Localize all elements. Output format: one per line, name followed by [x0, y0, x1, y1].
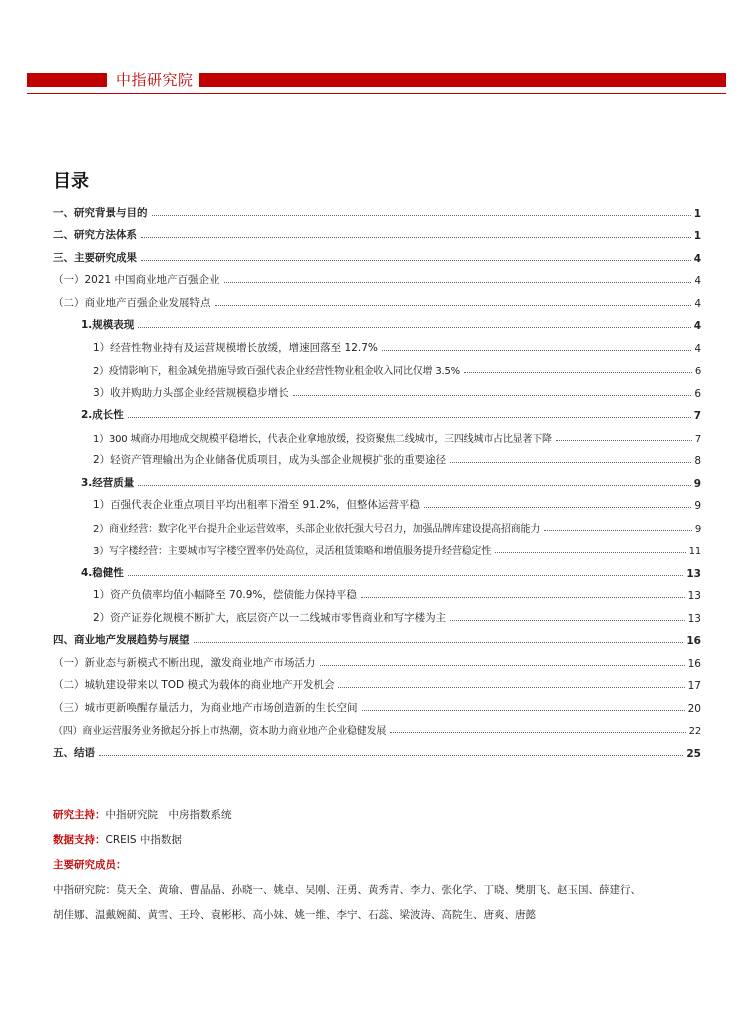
table-of-contents	[53, 197, 701, 760]
toc-entry[interactable]: 二、研究方法体系 1	[53, 229, 701, 242]
header-brand: 中指研究院	[116, 71, 194, 89]
toc-entry[interactable]: 3）收并购助力头部企业经营规模稳步增长 6	[93, 386, 701, 400]
toc-entry[interactable]: 2）商业经营：数字化平台提升企业运营效率，头部企业依托强大号召力，加强品牌库建设提高招商能力 9	[93, 523, 701, 535]
toc-entry[interactable]: 3.经营质量 9	[81, 476, 701, 490]
toc-entry[interactable]: 1）资产负债率均值小幅降至 70.9%，偿债能力保持平稳 13	[93, 589, 701, 602]
credits-members-label: 主要研究成员：	[53, 859, 127, 871]
toc-entry[interactable]: 四、商业地产发展趋势与展望 16	[53, 634, 701, 647]
credits-members	[53, 856, 713, 881]
toc-title: 目录	[53, 171, 89, 192]
toc-entry[interactable]: （一）2021 中国商业地产百强企业 4	[53, 274, 701, 287]
toc-entry[interactable]: 2）疫情影响下，租金减免措施导致百强代表企业经营性物业租金收入同比仅增 3.5% 6	[93, 366, 701, 377]
toc-entry[interactable]: 一、研究背景与目的 1	[53, 206, 701, 220]
toc-entry[interactable]: 1）百强代表企业重点项目平均出租率下滑至 91.2%，但整体运营平稳 9	[93, 499, 701, 512]
credits-host-value: 中指研究院 中房指数系统	[105, 809, 232, 821]
toc-entry[interactable]: 2）轻资产管理输出为企业储备优质项目，成为头部企业规模扩张的重要途径 8	[93, 454, 701, 467]
toc-entry[interactable]: 1）经营性物业持有及运营规模增长放缓，增速回落至 12.7% 4	[93, 341, 701, 355]
header-bar-left	[27, 73, 107, 87]
toc-entry[interactable]: 4.稳健性 13	[81, 566, 701, 580]
toc-entry[interactable]: （二）城轨建设带来以 TOD 模式为载体的商业地产开发机会 17	[53, 679, 701, 692]
toc-entry[interactable]: 2.成长性 7	[81, 409, 701, 422]
credits-data-label: 数据支持：	[53, 834, 106, 846]
credits-data	[53, 831, 713, 856]
toc-entry[interactable]: 三、主要研究成果 4	[53, 251, 701, 265]
credits-members-line2: 胡佳娜、温戴婉蔺、黄雪、王玲、袁彬彬、高小妹、姚一维、李宁、石蕊、梁波涛、高院生、唐爽、唐懿	[53, 909, 536, 921]
toc-entry[interactable]: （三）城市更新唤醒存量活力，为商业地产市场创造新的生长空间 20	[53, 701, 701, 715]
header-bar-right	[199, 73, 726, 87]
toc-entry[interactable]: 五、结语 25	[53, 746, 701, 760]
toc-entry[interactable]: （四）商业运营服务业务掀起分拆上市热潮，资本助力商业地产企业稳健发展 22	[53, 726, 701, 737]
toc-entry[interactable]: 1）300 城商办用地成交规模平稳增长，代表企业拿地放缓，投资聚焦二线城市，三四线城市占比显著下降 7	[93, 433, 701, 445]
toc-entry[interactable]: 2）资产证券化规模不断扩大，底层资产以一二线城市零售商业和写字楼为主 13	[93, 611, 701, 625]
credits-members-line1: 中指研究院：莫天全、黄瑜、曹晶晶、孙晓一、姚卓、吴刚、汪勇、黄秀青、李力、张化学、丁晓、樊朋飞、赵玉国、薛建行、	[53, 884, 641, 896]
toc-entry[interactable]: 3）写字楼经营：主要城市写字楼空置率仍处高位，灵活租赁策略和增值服务提升经营稳定性 11	[93, 546, 701, 557]
credits-data-value: CREIS 中指数据	[105, 834, 182, 846]
credits	[53, 806, 713, 931]
credits-host	[53, 806, 713, 831]
credits-host-label: 研究主持：	[53, 809, 106, 821]
header-rule	[27, 93, 726, 94]
toc-entry[interactable]: （一）新业态与新模式不断出现，激发商业地产市场活力 16	[53, 656, 701, 670]
toc-entry[interactable]: 1.规模表现 4	[81, 319, 701, 332]
toc-entry[interactable]: （二）商业地产百强企业发展特点 4	[53, 296, 701, 310]
